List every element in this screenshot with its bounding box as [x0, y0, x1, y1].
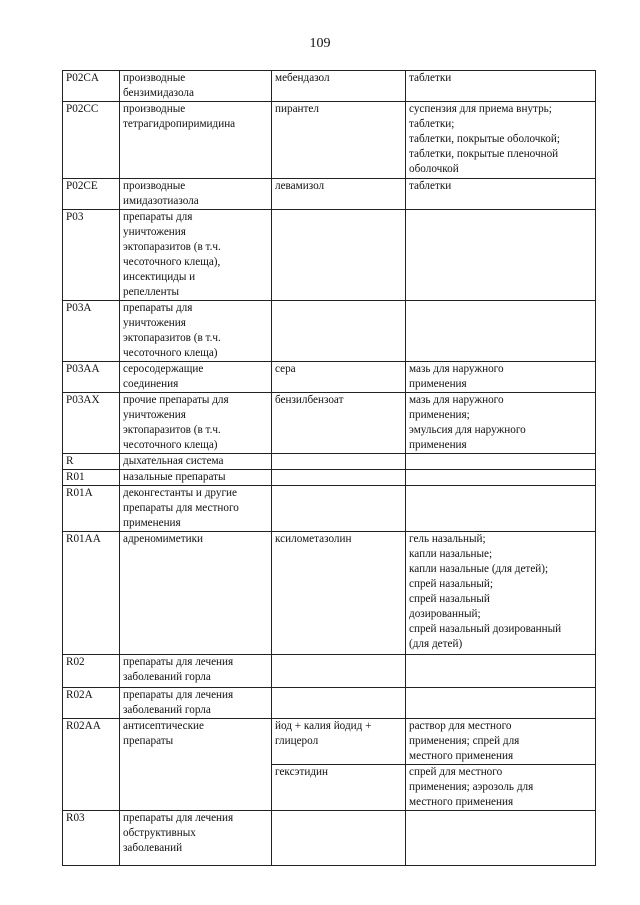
atc-code-cell: R02AA: [63, 719, 120, 811]
atc-group-cell: препараты для лечения заболеваний горла: [120, 655, 272, 688]
atc-code-cell: R02: [63, 655, 120, 688]
atc-group-cell: деконгестанты и другие препараты для местного применения: [120, 486, 272, 532]
drug-name-cell: ксилометазолин: [272, 532, 406, 655]
table-row: [63, 210, 596, 301]
drug-name-cell: [272, 811, 406, 866]
table-row: [63, 102, 596, 179]
dosage-form-cell: спрей для местного применения; аэрозоль для местного применения: [406, 765, 596, 811]
drug-name-cell: [272, 688, 406, 719]
dosage-form-cell: гель назальный; капли назальные; капли назальные (для детей); спрей назальный; спрей назальный дозированный; спрей назальный дозированный (для детей): [406, 532, 596, 655]
table-row: [63, 688, 596, 719]
drug-name-cell: пирантел: [272, 102, 406, 179]
page-number: 109: [309, 36, 331, 51]
dosage-form-cell: [406, 470, 596, 486]
atc-group-cell: антисептические препараты: [120, 719, 272, 811]
dosage-form-cell: [406, 655, 596, 688]
atc-group-cell: адреномиметики: [120, 532, 272, 655]
atc-group-cell: препараты для лечения заболеваний горла: [120, 688, 272, 719]
atc-group-cell: производные бензимидазола: [120, 71, 272, 102]
table-row: [63, 393, 596, 454]
dosage-form-cell: [406, 811, 596, 866]
atc-group-cell: назальные препараты: [120, 470, 272, 486]
atc-code-cell: P02CA: [63, 71, 120, 102]
atc-code-cell: R03: [63, 811, 120, 866]
atc-group-cell: дыхательная система: [120, 454, 272, 470]
atc-group-cell: препараты для лечения обструктивных заболеваний: [120, 811, 272, 866]
drug-name-cell: [272, 454, 406, 470]
atc-group-cell: производные тетрагидропиримидина: [120, 102, 272, 179]
drug-name-cell: [272, 301, 406, 362]
table-row: [63, 811, 596, 866]
dosage-form-cell: [406, 301, 596, 362]
atc-group-cell: серосодержащие соединения: [120, 362, 272, 393]
table-row: [63, 362, 596, 393]
drug-name-cell: [272, 210, 406, 301]
drug-name-cell: [272, 655, 406, 688]
atc-group-cell: прочие препараты для уничтожения эктопаразитов (в т.ч. чесоточного клеща): [120, 393, 272, 454]
table-row: [63, 179, 596, 210]
dosage-form-cell: [406, 688, 596, 719]
atc-code-cell: P03A: [63, 301, 120, 362]
dosage-form-cell: суспензия для приема внутрь; таблетки; таблетки, покрытые оболочкой; таблетки, покрытые пленочной оболочкой: [406, 102, 596, 179]
atc-code-cell: R01A: [63, 486, 120, 532]
table-row: [63, 655, 596, 688]
dosage-form-cell: таблетки: [406, 179, 596, 210]
table-row: [63, 719, 596, 765]
dosage-form-cell: раствор для местного применения; спрей для местного применения: [406, 719, 596, 765]
table-row: [63, 486, 596, 532]
dosage-form-cell: [406, 486, 596, 532]
atc-code-cell: P03AA: [63, 362, 120, 393]
drug-name-cell: [272, 470, 406, 486]
atc-group-cell: препараты для уничтожения эктопаразитов (в т.ч. чесоточного клеща), инсектициды и репелленты: [120, 210, 272, 301]
atc-code-cell: P03: [63, 210, 120, 301]
drug-name-cell: [272, 486, 406, 532]
drug-name-cell: левамизол: [272, 179, 406, 210]
dosage-form-cell: мазь для наружного применения; эмульсия для наружного применения: [406, 393, 596, 454]
drug-name-cell: йод + калия йодид + глицерол: [272, 719, 406, 765]
dosage-form-cell: [406, 210, 596, 301]
drug-name-cell: сера: [272, 362, 406, 393]
atc-code-cell: R: [63, 454, 120, 470]
atc-code-cell: R01AA: [63, 532, 120, 655]
atc-group-cell: препараты для уничтожения эктопаразитов (в т.ч. чесоточного клеща): [120, 301, 272, 362]
table-row: [63, 454, 596, 470]
table-row: [63, 470, 596, 486]
atc-code-cell: R02A: [63, 688, 120, 719]
drug-name-cell: бензилбензоат: [272, 393, 406, 454]
table-row: [63, 532, 596, 655]
atc-code-cell: P02CC: [63, 102, 120, 179]
drug-name-cell: мебендазол: [272, 71, 406, 102]
dosage-form-cell: [406, 454, 596, 470]
table-row: [63, 71, 596, 102]
atc-code-cell: P02CE: [63, 179, 120, 210]
dosage-form-cell: мазь для наружного применения: [406, 362, 596, 393]
drug-name-cell: гексэтидин: [272, 765, 406, 811]
drug-table: [62, 70, 596, 866]
atc-code-cell: R01: [63, 470, 120, 486]
atc-code-cell: P03AX: [63, 393, 120, 454]
dosage-form-cell: таблетки: [406, 71, 596, 102]
atc-group-cell: производные имидазотиазола: [120, 179, 272, 210]
table-row: [63, 301, 596, 362]
